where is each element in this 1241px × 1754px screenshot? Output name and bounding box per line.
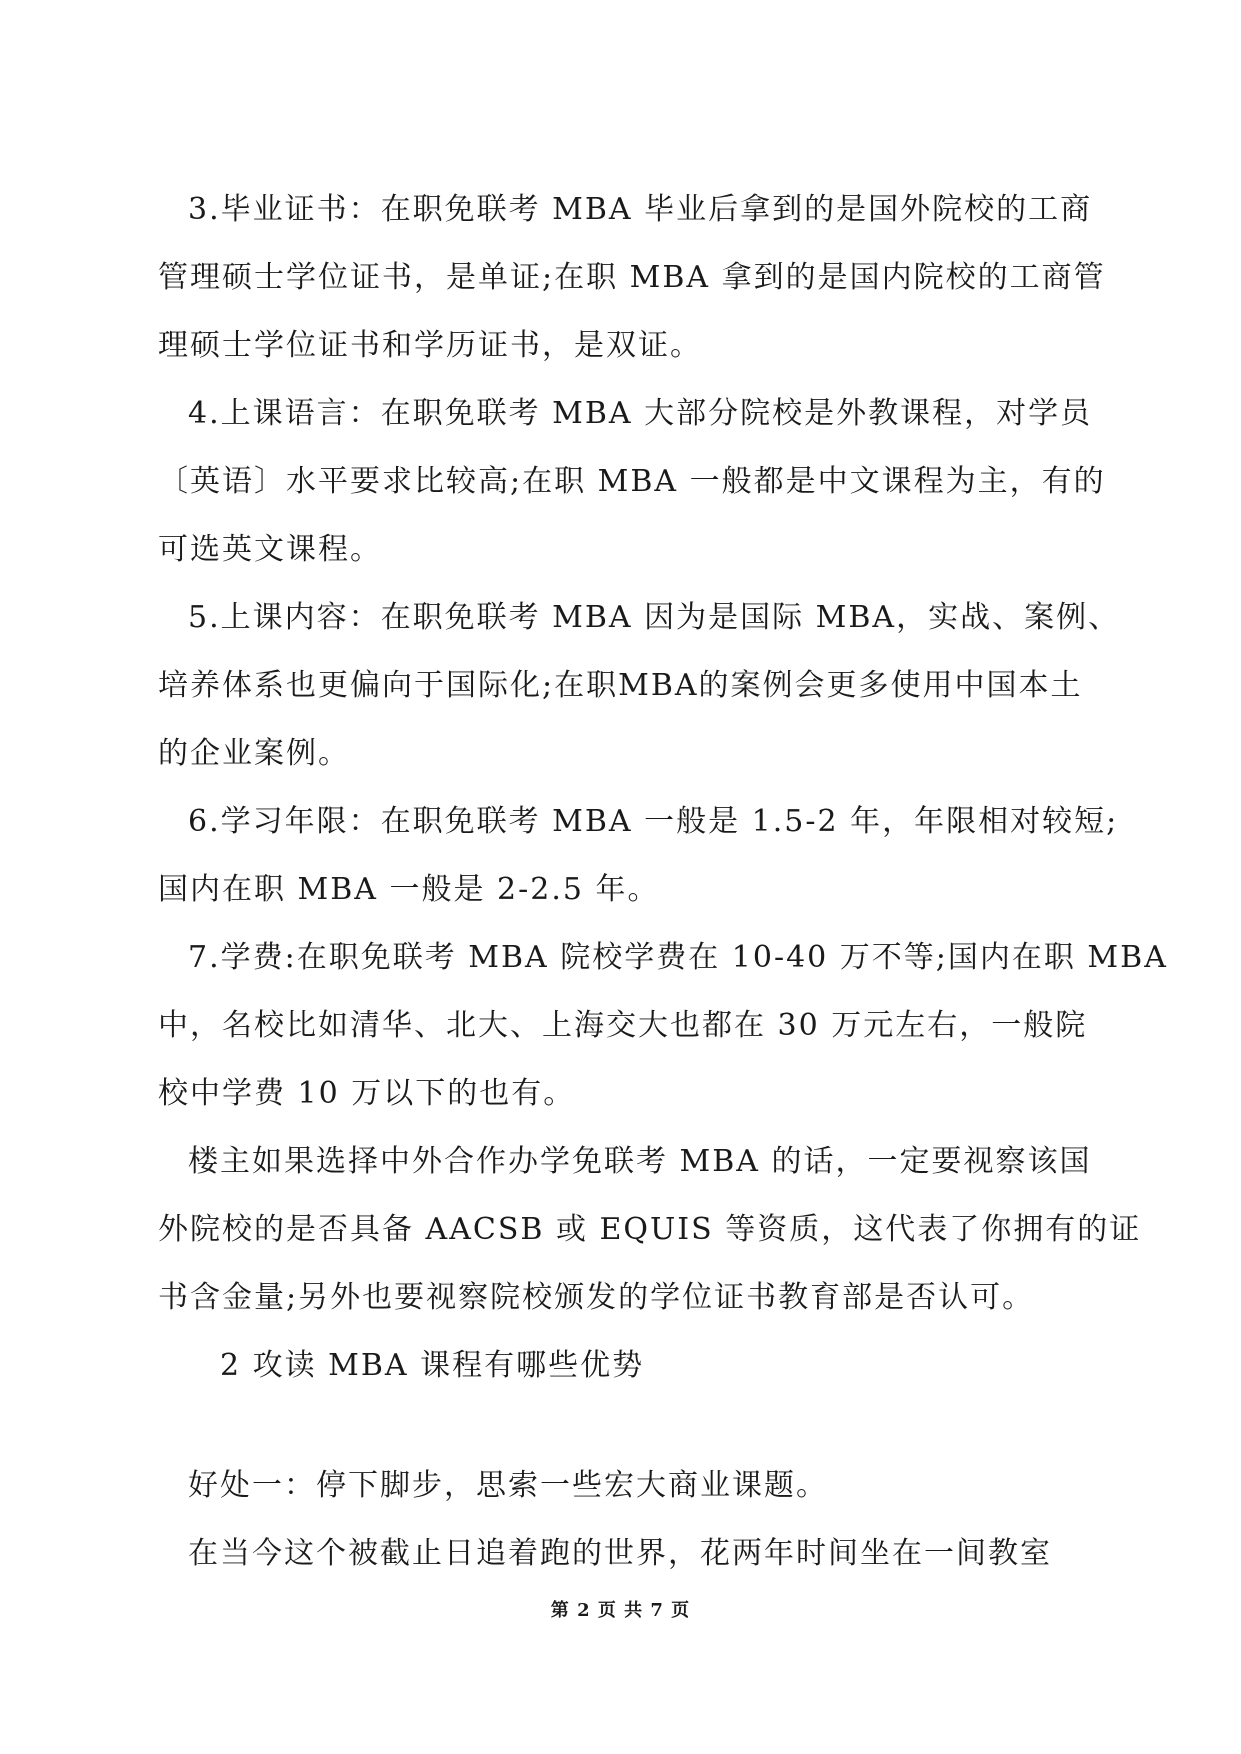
- paragraph-line: 国内在职 MBA 一般是 2-2.5 年。: [158, 872, 660, 907]
- paragraph-line: 校中学费 10 万以下的也有。: [158, 1076, 576, 1111]
- paragraph-line: 在当今这个被截止日追着跑的世界，花两年时间坐在一间教室: [188, 1536, 1052, 1571]
- paragraph-line: 书含金量;另外也要视察院校颁发的学位证书教育部是否认可。: [158, 1280, 1035, 1315]
- paragraph-line: 中，名校比如清华、北大、上海交大也都在 30 万元左右，一般院: [158, 1008, 1088, 1043]
- paragraph-line: 培养体系也更偏向于国际化;在职MBA的案例会更多使用中国本土: [158, 668, 1083, 703]
- paragraph-line: 7.学费:在职免联考 MBA 院校学费在 10-40 万不等;国内在职 MBA: [188, 940, 1168, 975]
- paragraph-line: 〔英语〕水平要求比较高;在职 MBA 一般都是中文课程为主，有的: [158, 464, 1106, 499]
- page-footer: 第 2 页 共 7 页: [550, 1600, 691, 1621]
- paragraph-line: 5.上课内容：在职免联考 MBA 因为是国际 MBA，实战、案例、: [188, 600, 1121, 635]
- paragraph-line: 的企业案例。: [158, 736, 350, 771]
- paragraph-line: 4.上课语言：在职免联考 MBA 大部分院校是外教课程，对学员: [188, 396, 1093, 431]
- paragraph-line: 理硕士学位证书和学历证书，是双证。: [158, 328, 702, 363]
- paragraph-line: 6.学习年限：在职免联考 MBA 一般是 1.5-2 年，年限相对较短;: [188, 804, 1119, 839]
- section-heading: 2 攻读 MBA 课程有哪些优势: [220, 1348, 645, 1383]
- paragraph-line: 管理硕士学位证书，是单证;在职 MBA 拿到的是国内院校的工商管: [158, 260, 1106, 295]
- paragraph-line: 3.毕业证书：在职免联考 MBA 毕业后拿到的是国外院校的工商: [188, 192, 1093, 227]
- paragraph-line: 楼主如果选择中外合作办学免联考 MBA 的话，一定要视察该国: [188, 1144, 1092, 1179]
- paragraph-line: 外院校的是否具备 AACSB 或 EQUIS 等资质，这代表了你拥有的证: [158, 1212, 1142, 1247]
- paragraph-line: 好处一：停下脚步，思索一些宏大商业课题。: [188, 1468, 828, 1503]
- paragraph-line: 可选英文课程。: [158, 532, 382, 567]
